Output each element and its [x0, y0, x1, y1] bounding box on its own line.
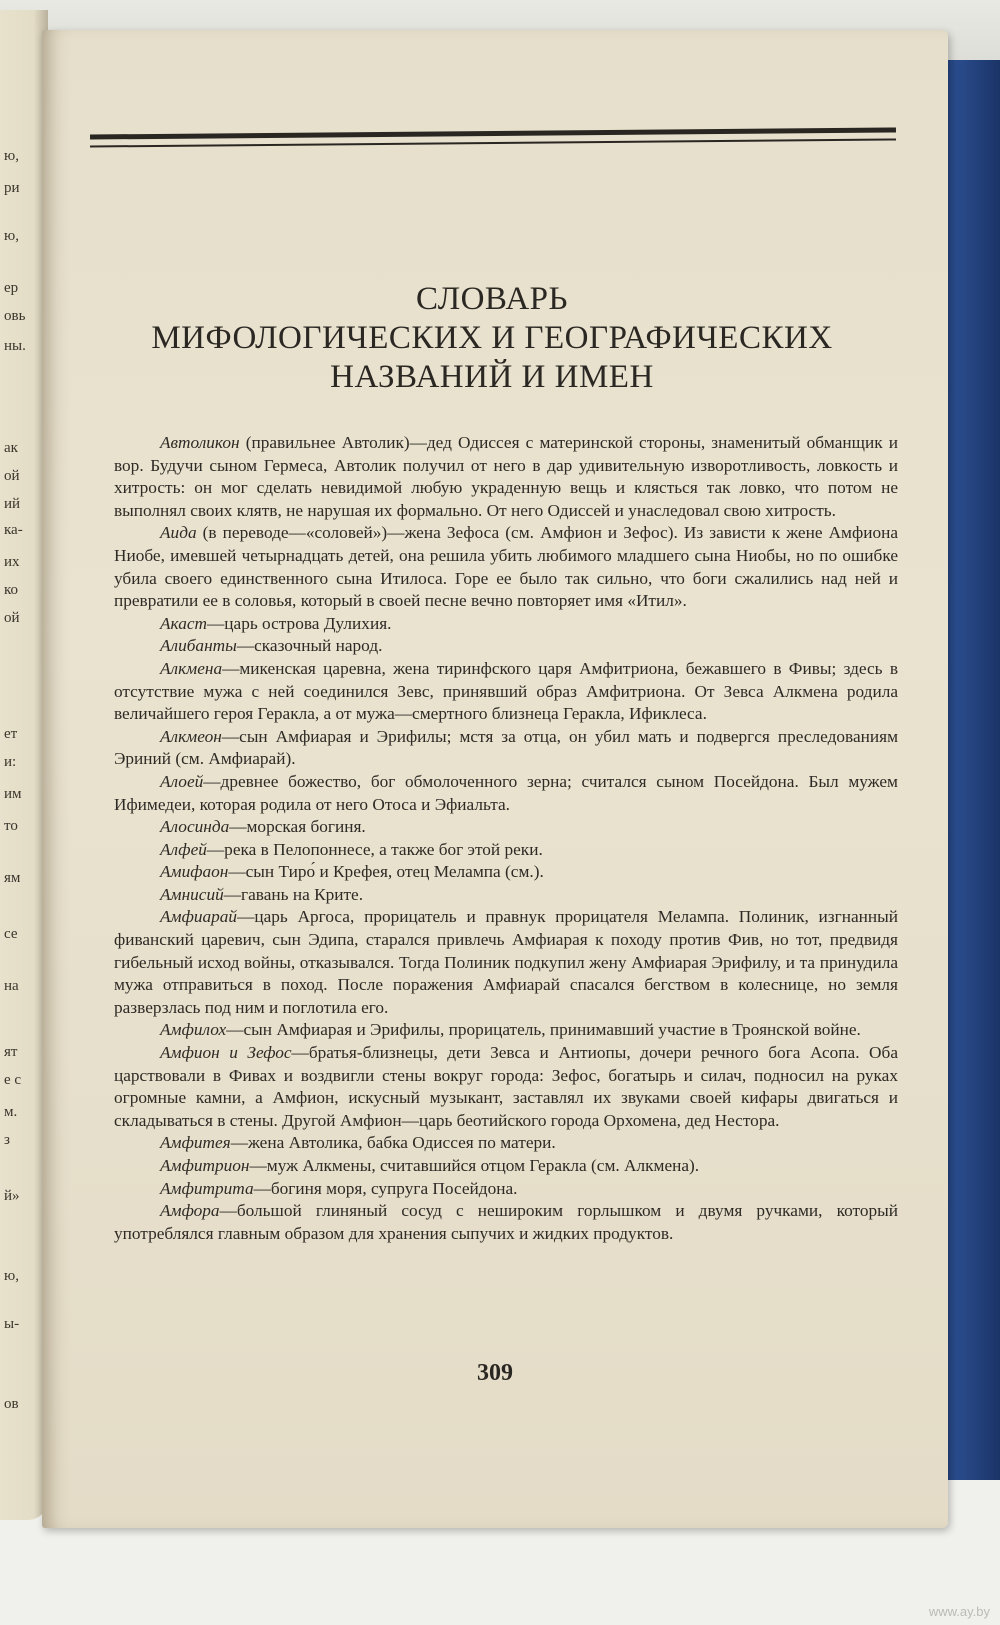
left-page-text-fragment: ка- [4, 522, 23, 538]
title-line-2: МИФОЛОГИЧЕСКИХ И ГЕОГРАФИЧЕСКИХ [151, 320, 833, 356]
left-page-fragment [0, 10, 48, 1520]
left-page-text-fragment: и: [4, 754, 17, 770]
entry-term: Амнисий [160, 884, 224, 904]
entry-term: Автоликон [160, 433, 240, 452]
dictionary-entry [114, 884, 898, 907]
entry-term: Алфей [160, 839, 207, 859]
dictionary-entry [114, 1178, 898, 1201]
entry-term: Амфора [160, 1201, 220, 1221]
dictionary-entry [114, 1200, 898, 1245]
entry-term: Амфион и Зефос [160, 1043, 292, 1063]
left-page-text-fragment: ко [4, 582, 19, 598]
entry-term: Алкмеон [160, 726, 222, 746]
entry-definition: —сын Амфиарая и Эрифилы, прорицатель, принимавший участие в Троянской войне. [226, 1020, 861, 1040]
left-page-text-fragment: м. [4, 1104, 18, 1120]
watermark: www.ay.by [928, 1604, 990, 1619]
book-page [42, 30, 948, 1528]
dictionary-entry [114, 861, 898, 884]
entry-definition: —микенская царевна, жена тиринфского царя Амфитриона, бежавшего в Фивы; здесь в отсутствие мужа с ней соединился Зевс, принявший образ Амфитриона. От Зевса Алкмена родила величайшего героя Геракла, а от мужа—смертного близнеца Геракла, Ификлеса. [114, 658, 898, 724]
dictionary-entry [114, 432, 898, 522]
dictionary-entry [114, 771, 898, 816]
entry-term: Алоей [160, 771, 204, 791]
title-line-3: НАЗВАНИЙ И ИМЕН [330, 359, 654, 395]
dictionary-entry [114, 1042, 898, 1132]
left-page-text-fragment: ри [4, 180, 20, 196]
left-page-text-fragment: ят [4, 1044, 18, 1060]
entry-definition: —богиня моря, супруга Посейдона. [253, 1178, 518, 1198]
entry-definition: —сказочный народ. [236, 636, 383, 656]
dictionary-entry [114, 635, 898, 658]
page-number: 309 [477, 1360, 513, 1386]
left-page-text-fragment: ы- [4, 1316, 20, 1332]
dictionary-entry [114, 613, 898, 636]
entry-definition: (в переводе—«соловей»)—жена Зефоса (см. Амфион и Зефос). Из зависти к жене Амфиона Ниобе, имевшей четырнадцать детей, она решила убить любимого младшего сына Ниобы, но по ошибке убила своего единственного сына Итилоса. Горе ее было так сильно, что боги сжалились над ней и превратили ее в соловья, который в своей песне вечно повторяет имя «Итил». [114, 523, 898, 611]
entry-definition: —царь острова Дулихия. [207, 613, 392, 633]
left-page-text-fragment: на [4, 978, 19, 994]
dictionary-entry [114, 1132, 898, 1155]
left-page-text-fragment: ю, [4, 1268, 19, 1284]
entry-term: Алкмена [160, 658, 223, 678]
left-page-text-fragment: е с [4, 1072, 22, 1088]
entry-definition: —братья-близнецы, дети Зевса и Антиопы, дочери речного бога Асопа. Оба царствовали в Фивах и воздвигли стены вокруг города: Зефос, богатырь и силач, подносил на руках огромные камни, а Амфион, искусный музыкант, заставлял их звуками своей кифары двигаться и складываться в стены. Другой Амфион—царь беотийского города Орхомена, дед Нестора. [114, 1043, 899, 1130]
entry-term: Амфитея [160, 1133, 231, 1153]
entry-term: Алибанты [160, 636, 237, 656]
entry-definition: —муж Алкмены, считавшийся отцом Геракла (см. Алкмена). [249, 1156, 700, 1175]
entry-definition: (правильнее Автолик)—дед Одиссея с материнской стороны, знаменитый обманщик и вор. Будучи сыном Гермеса, Автолик получил от него в дар удивительную изворотливость, ловкость и хитрость: он мог сделать невидимой любую украденную вещь и клясться так ловко, что потом не выполнял своих клятв, не нарушая их формально. От него Одиссей и унаследовал свою хитрость. [114, 433, 898, 520]
entry-definition: —жена Автолика, бабка Одиссея по матери. [230, 1133, 556, 1153]
entry-term: Амфитрита [160, 1178, 254, 1198]
left-page-text-fragment: ак [4, 440, 18, 456]
entry-term: Амфилох [160, 1020, 227, 1040]
left-page-text-fragment: ой [4, 468, 20, 484]
left-page-text-fragment: ер [4, 280, 19, 296]
dictionary-entry [114, 906, 898, 1019]
dictionary-entry [114, 1155, 898, 1178]
dictionary-entry [114, 1019, 898, 1042]
entry-definition: —гавань на Крите. [223, 884, 364, 904]
dictionary-entry [114, 522, 898, 612]
left-page-text-fragment: их [4, 554, 20, 570]
entry-term: Амифаон [160, 862, 229, 882]
dictionary-entries [114, 432, 898, 1245]
left-page-text-fragment: ны. [4, 338, 26, 354]
entry-definition: —древнее божество, бог обмолоченного зерна; считался сыном Посейдона. Был мужем Ифимедеи, которая родила от него Отоса и Эфиальта. [114, 771, 898, 814]
left-page-text-fragment: ям [4, 870, 21, 886]
entry-definition: —сын Тиро́ и Крефея, отец Мелампа (см.). [228, 862, 544, 882]
left-page-text-fragment: ов [4, 1396, 19, 1412]
dictionary-entry [114, 658, 898, 726]
left-page-text-fragment: ю, [4, 228, 19, 244]
entry-definition: —большой глиняный сосуд с нешироким горлышком и двумя ручками, который употреблялся главным образом для хранения сыпучих и жидких продуктов. [114, 1201, 898, 1243]
entry-definition: —река в Пелопоннесе, а также бог этой реки. [206, 839, 543, 859]
left-page-text-fragment: то [4, 818, 18, 834]
entry-term: Амфиарай [160, 907, 238, 927]
entry-term: Аида [160, 523, 197, 543]
left-page-text-fragment: ий [4, 496, 21, 512]
header-rule-thick [90, 127, 896, 139]
entry-term: Алосинда [160, 817, 230, 837]
left-page-text-fragment: ет [4, 726, 18, 742]
left-page-text-fragment: ю, [4, 148, 19, 164]
left-page-text-fragment: се [4, 926, 18, 942]
entry-definition: —морская богиня. [229, 817, 366, 837]
entry-definition: —сын Амфиарая и Эрифилы; мстя за отца, он убил мать и подвергся преследованиям Эриний (см. Амфиарай). [114, 726, 898, 769]
entry-term: Акаст [160, 613, 208, 633]
page-title [102, 280, 882, 397]
entry-term: Амфитрион [160, 1156, 250, 1175]
left-page-text-fragment: им [4, 786, 22, 802]
entry-definition: —царь Аргоса, прорицатель и правнук прорицателя Мелампа. Полиник, изгнанный фиванский царевич, сын Эдипа, старался привлечь Амфиарая к походу против Фив, но тот, предвидя гибельный исход войны, отказывался. Тогда Полиник подкупил жену Амфиарая Эрифилу, и та принудила мужа отправиться в поход. После поражения Амфиарай спасался бегством в колеснице, но земля разверзлась под ним и поглотила его. [114, 907, 898, 1017]
dictionary-entry [114, 726, 898, 771]
left-page-text-fragment: ой [4, 610, 20, 626]
left-page-text-fragment: з [4, 1132, 10, 1148]
left-page-text-fragment: овь [4, 308, 26, 324]
title-line-1: СЛОВАРЬ [416, 281, 568, 317]
dictionary-entry [114, 816, 898, 839]
header-rule-thin [90, 138, 896, 147]
dictionary-entry [114, 839, 898, 862]
left-page-text-fragment: й» [4, 1188, 20, 1204]
